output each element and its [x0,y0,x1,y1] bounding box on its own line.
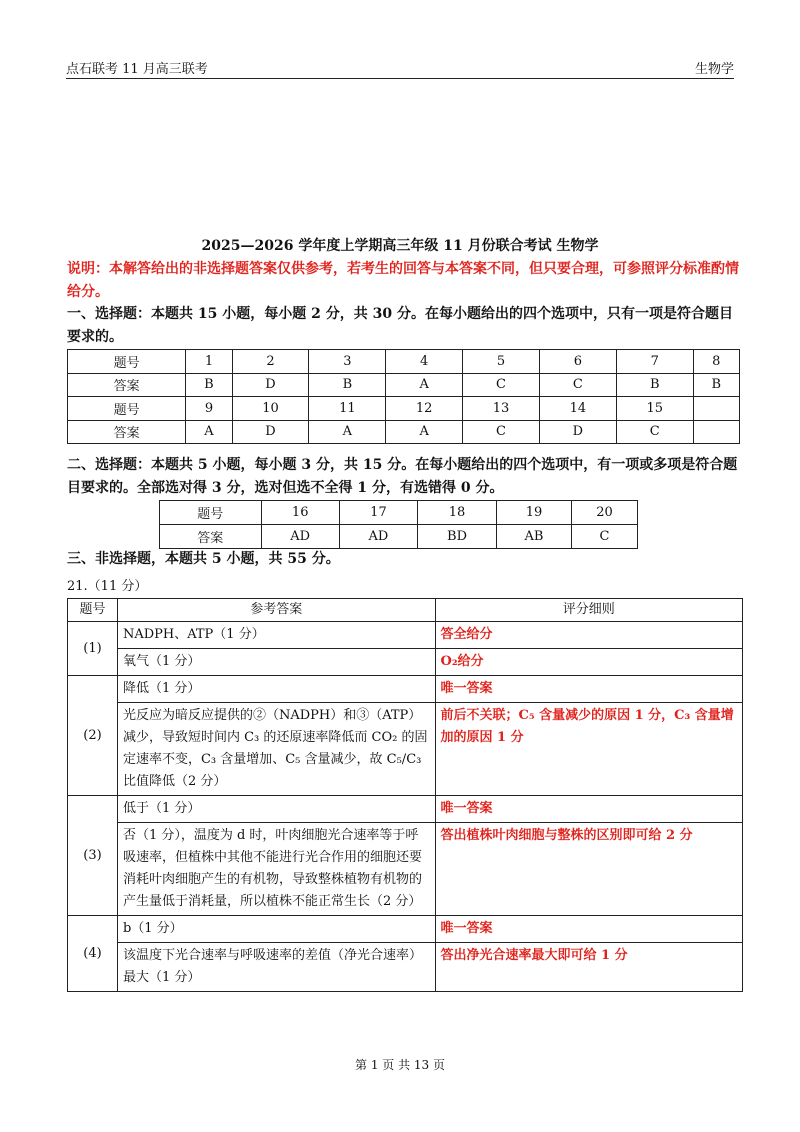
row-label-cell: 答案 [160,525,262,549]
table-row [68,420,740,444]
rubric-cell: 唯一答案 [435,916,743,943]
table-cell: 18 [418,501,497,525]
note: 说明：本解答给出的非选择题答案仅供参考，若考生的回答与本答案不同，但只要合理，可参照评分标准酌情给分。 [67,261,739,300]
table-row [68,649,743,676]
table-cell: B [693,373,739,397]
table-cell: 10 [232,397,309,421]
question-number: (4) [68,916,118,992]
rubric-highlight: 前后不关联；C₅ 含量减少的原因 1 分，C₃ 含量增加的原因 1 分 [440,708,734,745]
question-number: (2) [68,676,118,796]
table-cell: 12 [386,397,463,421]
table-row [68,916,743,943]
table-cell: 13 [463,397,540,421]
table-cell: 20 [571,501,637,525]
answer-cell: b（1 分） [117,916,435,943]
section-2-heading: 二、选择题：本题共 5 小题，每小题 3 分，共 15 分。在每小题给出的四个选项中，有一项或多项是符合题目要求的。全部选对得 3 分，选对但选不全得 1 分，有选错得 0 分。 [67,457,738,496]
header-right: 生物学 [694,62,734,77]
table-cell: 2 [232,350,309,374]
table-cell: C [571,525,637,549]
answer-cell: NADPH、ATP（1 分） [117,622,435,649]
table-cell: A [386,373,463,397]
answer-table-2 [159,500,638,549]
scoring-table [67,598,743,992]
answer-table-1 [67,349,740,444]
page-footer: 第 1 页 共 13 页 [355,1058,445,1072]
table-row [160,525,638,549]
rubric-cell: 答出净光合速率最大即可给 1 分 [435,943,743,992]
table-cell: 16 [261,501,339,525]
answer-cell: 低于（1 分） [117,796,435,823]
table-header-row [68,599,743,622]
table-cell: 17 [339,501,417,525]
table-cell: C [463,420,540,444]
table-cell: 11 [309,397,386,421]
table-row [68,622,743,649]
table-row [68,676,743,703]
row-label-cell: 题号 [68,397,186,421]
answer-cell: 该温度下光合速率与呼吸速率的差值（净光合速率）最大（1 分） [117,943,435,992]
table-cell: 8 [693,350,739,374]
table-row [68,397,740,421]
page-header [66,58,734,79]
table-cell [693,420,739,444]
table-cell: D [232,373,309,397]
table-cell: 19 [496,501,571,525]
answer-cell: 光反应为暗反应提供的②（NADPH）和③（ATP）减少，导致短时间内 C₃ 的还原速率降低而 CO₂ 的固定速率不变，C₃ 含量增加、C₅ 含量减少，故 C₅/C₃ 比值降低（2 分） [117,703,435,796]
question-number: (3) [68,796,118,916]
header-cell: 参考答案 [117,599,435,622]
table-row [68,943,743,992]
header-left: 点石联考 11 月高三联考 [66,62,208,77]
table-cell: 1 [186,350,232,374]
table-cell: B [616,373,693,397]
rubric-cell: O₂给分 [435,649,743,676]
table-cell: 5 [463,350,540,374]
row-label-cell: 答案 [68,373,186,397]
page-title: 2025—2026 学年度上学期高三年级 11 月份联合考试 生物学 [201,238,599,254]
answer-cell: 降低（1 分） [117,676,435,703]
table-cell: AD [261,525,339,549]
table-cell: B [309,373,386,397]
table-row [68,703,743,796]
table-cell: 3 [309,350,386,374]
row-label-cell: 答案 [68,420,186,444]
table-cell [693,397,739,421]
header-cell: 评分细则 [435,599,743,622]
row-label-cell: 题号 [68,350,186,374]
table-row [68,823,743,916]
section-1-heading: 一、选择题：本题共 15 小题，每小题 2 分，共 30 分。在每小题给出的四个选项中，只有一项是符合题目要求的。 [67,306,733,345]
table-cell: 15 [616,397,693,421]
table-cell: AD [339,525,417,549]
table-row [160,501,638,525]
table-cell: 14 [539,397,616,421]
table-cell: C [463,373,540,397]
table-cell: C [539,373,616,397]
table-cell: 4 [386,350,463,374]
table-cell: 9 [186,397,232,421]
answer-cell: 氧气（1 分） [117,649,435,676]
header-cell: 题号 [68,599,118,622]
rubric-cell: 答全给分 [435,622,743,649]
table-cell: 7 [616,350,693,374]
table-row [68,373,740,397]
rubric-cell: 唯一答案 [435,796,743,823]
table-row [68,796,743,823]
table-cell: D [232,420,309,444]
rubric-cell [435,703,743,796]
table-cell: A [386,420,463,444]
question-number: (1) [68,622,118,676]
table-cell: A [309,420,386,444]
question-21-heading: 21.（11 分） [67,579,148,594]
table-cell: BD [418,525,497,549]
row-label-cell: 题号 [160,501,262,525]
section-3-heading: 三、非选择题，本题共 5 小题，共 55 分。 [67,551,340,567]
answer-cell: 否（1 分），温度为 d 时，叶肉细胞光合速率等于呼吸速率，但植株中其他不能进行光合作用的细胞还要消耗叶肉细胞产生的有机物，导致整株植物有机物的产生量低于消耗量，所以植株不能正常生长（2 分） [117,823,435,916]
table-cell: D [539,420,616,444]
table-cell: C [616,420,693,444]
table-cell: A [186,420,232,444]
table-cell: B [186,373,232,397]
rubric-cell: 唯一答案 [435,676,743,703]
table-cell: AB [496,525,571,549]
table-cell: 6 [539,350,616,374]
table-row [68,350,740,374]
rubric-cell: 答出植株叶肉细胞与整株的区别即可给 2 分 [435,823,743,916]
